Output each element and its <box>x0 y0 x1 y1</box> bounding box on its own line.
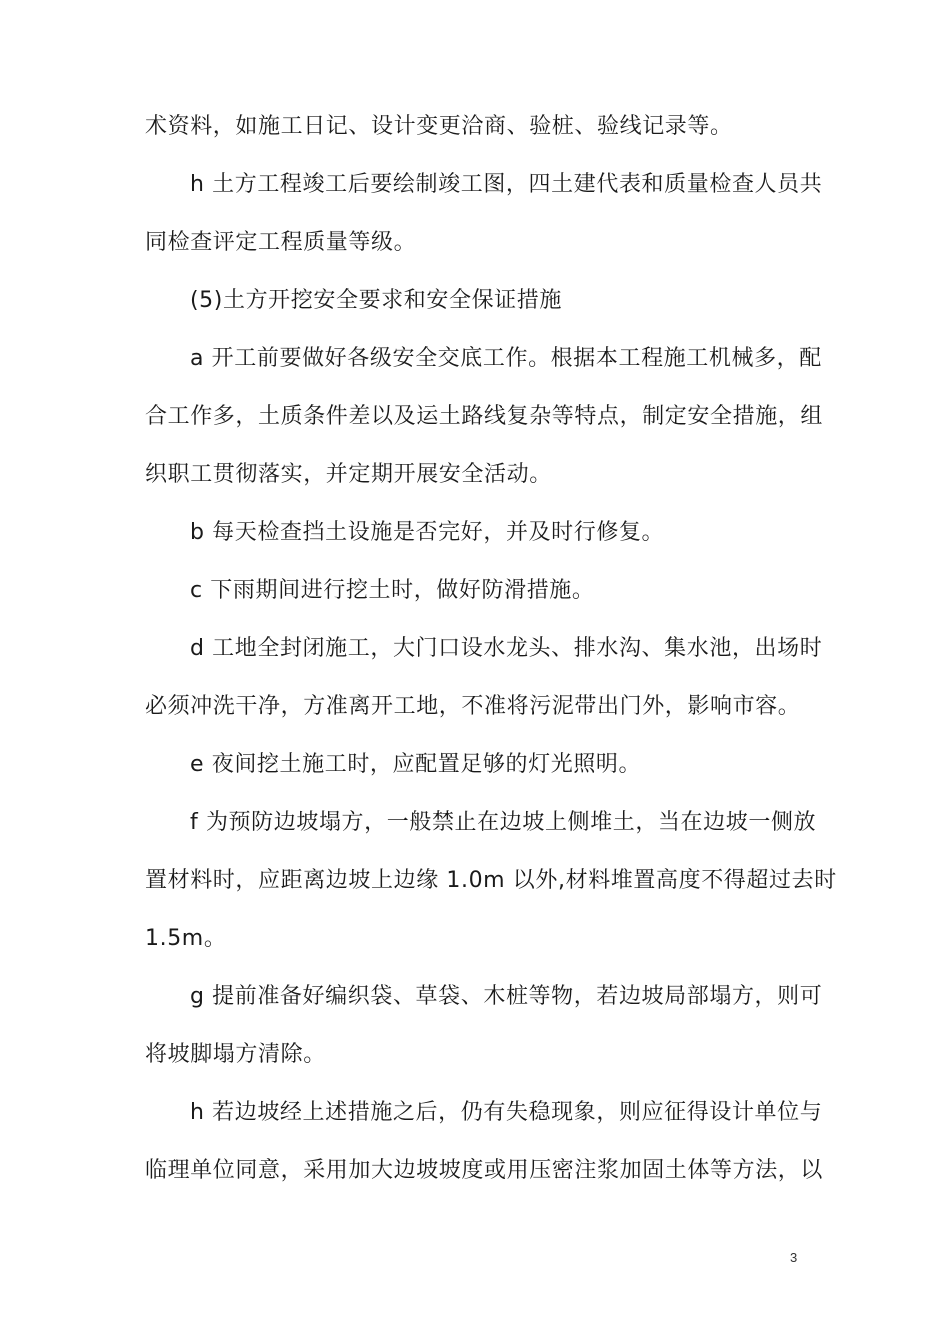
text-line: 织职工贯彻落实，并定期开展安全活动。 <box>145 462 552 487</box>
paragraph-c: c 下雨期间进行挖土时，做好防滑措施。 <box>190 578 595 603</box>
paragraph-h2-start: h 若边坡经上述措施之后，仍有失稳现象，则应征得设计单位与 <box>190 1100 823 1125</box>
paragraph-g-start: g 提前准备好编织袋、草袋、木桩等物，若边坡局部塌方，则可 <box>190 984 823 1009</box>
text-line: 将坡脚塌方清除。 <box>145 1042 326 1067</box>
paragraph-h-start: h 土方工程竣工后要绘制竣工图，四土建代表和质量检查人员共 <box>190 172 823 197</box>
text-line: 术资料，如施工日记、设计变更洽商、验桩、验线记录等。 <box>145 114 733 139</box>
text-line: 临理单位同意，采用加大边坡坡度或用压密注浆加固土体等方法，以 <box>145 1158 824 1183</box>
paragraph-a-start: a 开工前要做好各级安全交底工作。根据本工程施工机械多，配 <box>190 346 822 371</box>
paragraph-b: b 每天检查挡土设施是否完好，并及时行修复。 <box>190 520 665 545</box>
text-line: 置材料时，应距离边坡上边缘 1.0m 以外,材料堆置高度不得超过去时 <box>145 868 837 893</box>
text-line: 1.5m。 <box>145 926 227 951</box>
text-line: 必须冲洗干净，方准离开工地，不准将污泥带出门外，影响市容。 <box>145 694 801 719</box>
page-number: 3 <box>790 1250 798 1265</box>
paragraph-d-start: d 工地全封闭施工，大门口设水龙头、排水沟、集水池，出场时 <box>190 636 823 661</box>
text-line: 合工作多，土质条件差以及运土路线复杂等特点，制定安全措施，组 <box>145 404 824 429</box>
paragraph-e: e 夜间挖土施工时，应配置足够的灯光照明。 <box>190 752 642 777</box>
text-line: 同检查评定工程质量等级。 <box>145 230 417 255</box>
paragraph-f-start: f 为预防边坡塌方，一般禁止在边坡上侧堆土，当在边坡一侧放 <box>190 810 817 835</box>
section-heading: (5)土方开挖安全要求和安全保证措施 <box>190 288 562 313</box>
